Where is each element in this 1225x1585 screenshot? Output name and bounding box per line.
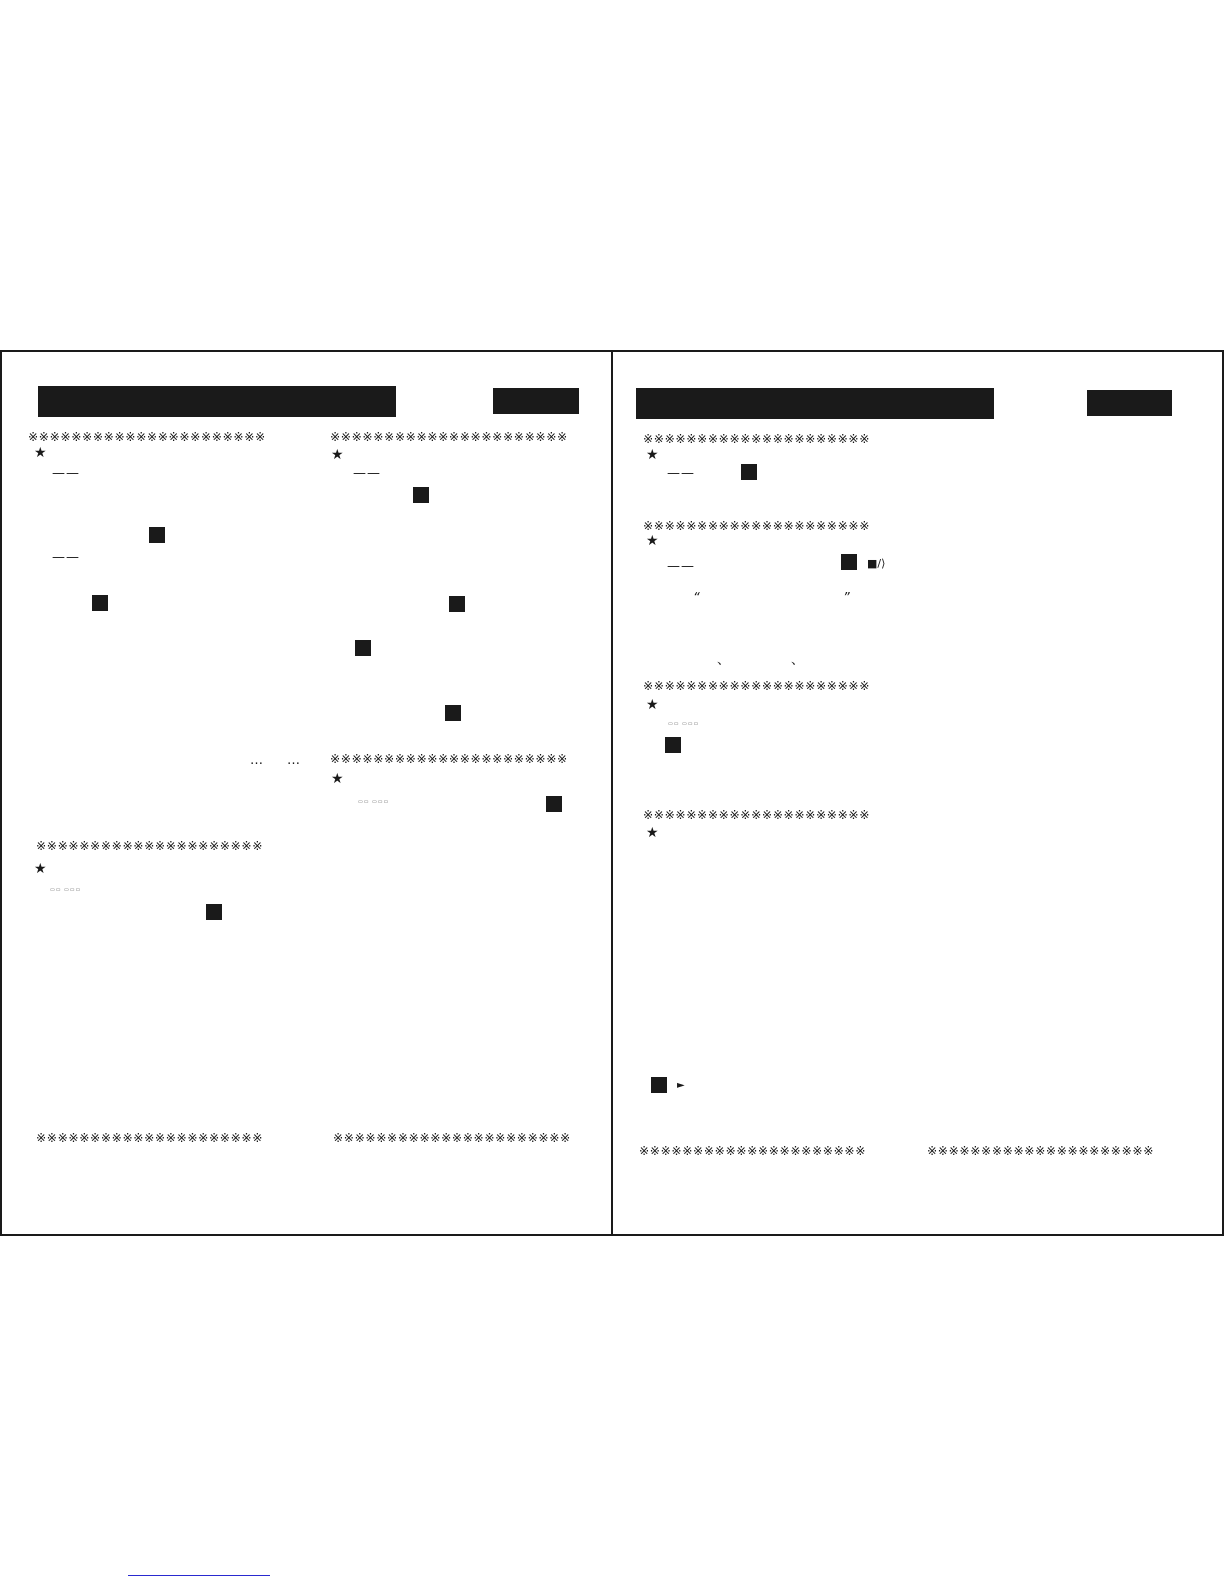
dash: —— (667, 466, 695, 481)
dash: —— (52, 550, 80, 565)
star-icon: ★ (34, 445, 47, 461)
star-icon: ★ (331, 771, 344, 787)
key-icon (546, 796, 562, 812)
key-icon (92, 595, 108, 611)
divider: ※※※※※※※※※※※※※※※※※※※※※ (639, 1144, 867, 1158)
key-suffix: ■/⟩ (867, 557, 886, 570)
left-section-title-bar (38, 386, 396, 417)
divider: ※※※※※※※※※※※※※※※※※※※※※ (643, 432, 871, 446)
key-icon (445, 705, 461, 721)
divider: ※※※※※※※※※※※※※※※※※※※※※ (643, 679, 871, 693)
right-page-number-bar (1087, 390, 1172, 416)
ellipsis: … (250, 753, 263, 768)
divider: ※※※※※※※※※※※※※※※※※※※※※ (927, 1144, 1155, 1158)
dash: —— (667, 559, 695, 574)
left-page-number-bar (493, 388, 579, 414)
key-icon (355, 640, 371, 656)
key-icon (741, 464, 757, 480)
star-icon: ★ (646, 533, 659, 549)
small-mark: ▭▭ ▭▭▭ (50, 887, 82, 893)
footer-link-underline[interactable] (128, 1575, 270, 1576)
divider: ※※※※※※※※※※※※※※※※※※※※※※ (333, 1131, 571, 1145)
divider: ※※※※※※※※※※※※※※※※※※※※※※ (330, 430, 568, 444)
small-mark: ▭▭ ▭▭▭ (358, 799, 390, 805)
ellipsis: … (287, 753, 300, 768)
divider: ※※※※※※※※※※※※※※※※※※※※※※ (28, 430, 266, 444)
quote-open: “ (693, 591, 700, 606)
quote-close: ” (843, 591, 850, 606)
divider: ※※※※※※※※※※※※※※※※※※※※※ (643, 808, 871, 822)
key-icon (206, 904, 222, 920)
dash: —— (353, 466, 381, 481)
key-icon (665, 737, 681, 753)
key-icon (651, 1077, 667, 1093)
star-icon: ★ (646, 825, 659, 841)
play-icon: ► (677, 1080, 685, 1091)
dash: —— (52, 466, 80, 481)
star-icon: ★ (646, 697, 659, 713)
star-icon: ★ (331, 447, 344, 463)
star-icon: ★ (646, 447, 659, 463)
key-icon (841, 554, 857, 570)
right-page (611, 350, 1224, 1236)
divider: ※※※※※※※※※※※※※※※※※※※※※ (36, 839, 264, 853)
divider: ※※※※※※※※※※※※※※※※※※※※※ (643, 519, 871, 533)
right-section-title-bar (636, 388, 994, 419)
key-icon (413, 487, 429, 503)
key-icon (149, 527, 165, 543)
star-icon: ★ (34, 861, 47, 877)
tick-mark: 、 (791, 653, 805, 668)
key-icon (449, 596, 465, 612)
divider: ※※※※※※※※※※※※※※※※※※※※※ (36, 1131, 264, 1145)
tick-mark: 、 (717, 653, 731, 668)
small-mark: ▭▭ ▭▭▭ (668, 721, 700, 727)
left-page (0, 350, 613, 1236)
divider: ※※※※※※※※※※※※※※※※※※※※※※ (330, 752, 568, 766)
